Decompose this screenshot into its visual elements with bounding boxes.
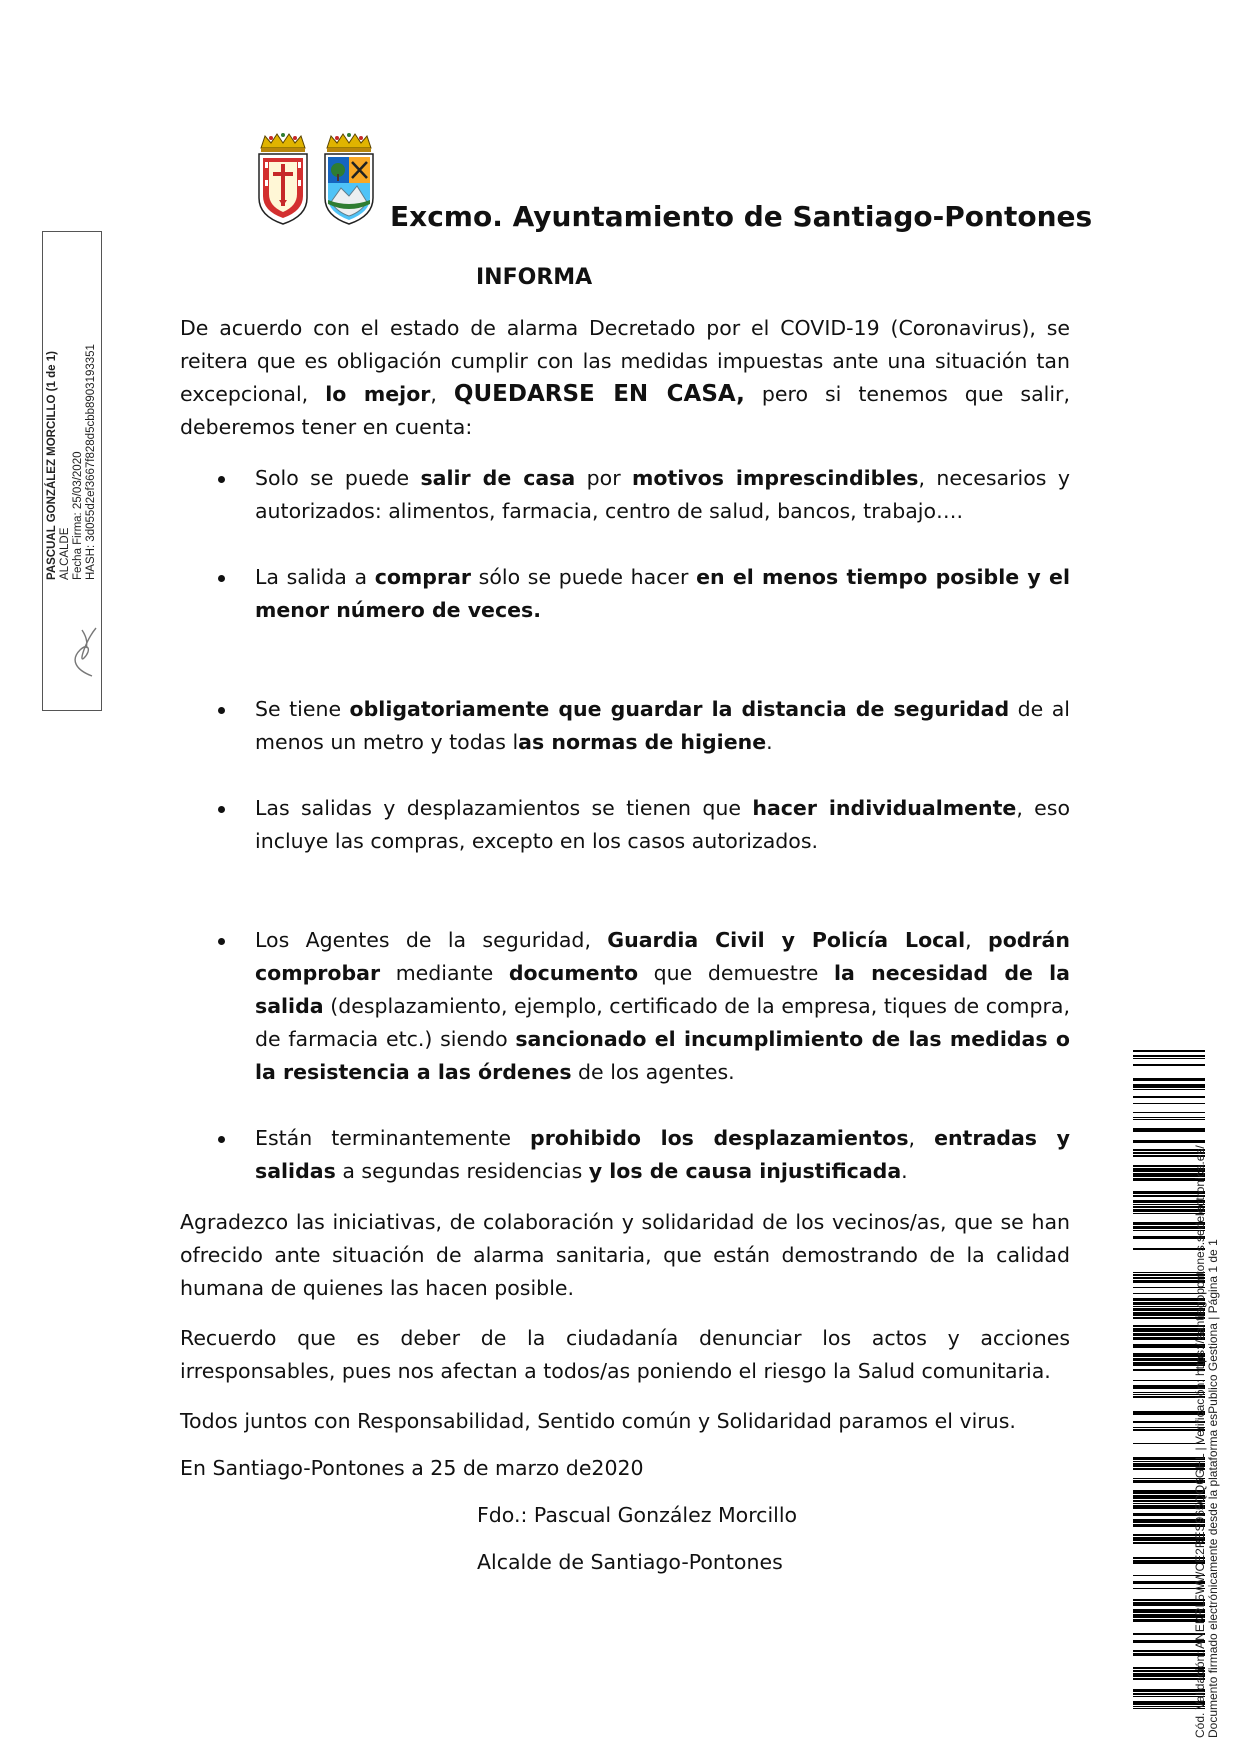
bullet-icon (218, 938, 225, 945)
signed-by: Fdo.: Pascual González Morcillo (477, 1503, 798, 1527)
document-heading: INFORMA (476, 265, 593, 290)
intro-paragraph: De acuerdo con el estado de alarma Decretado por el COVID-19 (Coronavirus), se reitera que es obligación cumplir con las medidas impuestas ante una situación tan excepcional, lo mejor, QUEDARSE EN CASA, pero si tenemos que salir, deberemos tener en cuenta: (180, 316, 1070, 439)
signer-role: Alcalde de Santiago-Pontones (477, 1550, 783, 1574)
motto-paragraph: Todos juntos con Responsabilidad, Sentido común y Solidaridad paramos el virus. (180, 1409, 1016, 1433)
signature-date: Fecha Firma: 25/03/2020 (72, 451, 84, 580)
list-item: Solo se puede salir de casa por motivos imprescindibles, necesarios y autorizados: alimentos, farmacia, centro de salud, bancos, trabajo…. (180, 462, 1070, 528)
bullet-icon (218, 575, 225, 582)
validation-platform: Documento firmado electrónicamente desde la plataforma esPublico Gestiona | Página 1 de 1 (1206, 1239, 1220, 1738)
document-body (180, 312, 1070, 1596)
thanks-paragraph: Agradezco las iniciativas, de colaboración y solidaridad de los vecinos/as, que se han ofrecido ante situación de alarma sanitaria, que están demostrando de la calidad humana de quienes las hacen posible. (180, 1210, 1070, 1300)
bullet-icon (218, 707, 225, 714)
signature-hash: HASH: 3d055d2ef3667f828d5cbb8903193351 (85, 344, 97, 580)
bullet-icon (218, 1136, 225, 1143)
duty-paragraph: Recuerdo que es deber de la ciudadanía denunciar los actos y acciones irresponsables, pues nos afectan a todos/as poniendo el riesgo la Salud comunitaria. (180, 1326, 1070, 1383)
list-item: Los Agentes de la seguridad, Guardia Civil y Policía Local, podrán comprobar mediante documento que demuestre la necesidad de la salida (desplazamiento, ejemplo, certificado de la empresa, tiques de compra, de farmacia etc.) siendo sancionado el incumplimiento de las medidas o la resistencia a las órdenes de los agentes. (180, 924, 1070, 1089)
list-item: Las salidas y desplazamientos se tienen que hacer individualmente, eso incluye las compras, excepto en los casos autorizados. (180, 792, 1070, 858)
date-line: En Santiago-Pontones a 25 de marzo de2020 (180, 1456, 644, 1480)
signature-info (46, 344, 98, 580)
signer-name: PASCUAL GONZÁLEZ MORCILLO (1 de 1) (46, 351, 58, 580)
bullet-icon (218, 476, 225, 483)
municipal-crests-icon (255, 130, 380, 230)
validation-info (1194, 1145, 1220, 1738)
list-item: Están terminantemente prohibido los desplazamientos, entradas y salidas a segundas residencias y los de causa injustificada. (180, 1122, 1070, 1188)
list-item: La salida a comprar sólo se puede hacer en el menos tiempo posible y el menor número de veces. (180, 561, 1070, 627)
validation-code: Cód. Validación: ANEKRL5WWCE2RES965QQ6GHL | Verificación: https://santiagopontones.sedelectronica.es/ (1193, 1145, 1207, 1738)
list-item: Se tiene obligatoriamente que guardar la distancia de seguridad de al menos un metro y todas las normas de higiene. (180, 693, 1070, 759)
bullet-icon (218, 806, 225, 813)
signer-role-label: ALCALDE (59, 527, 71, 580)
handwritten-signature-icon (62, 620, 102, 680)
guidelines-list (180, 462, 1070, 1188)
closing-section (180, 1206, 1070, 1579)
organization-title: Excmo. Ayuntamiento de Santiago-Pontones (390, 200, 1093, 233)
